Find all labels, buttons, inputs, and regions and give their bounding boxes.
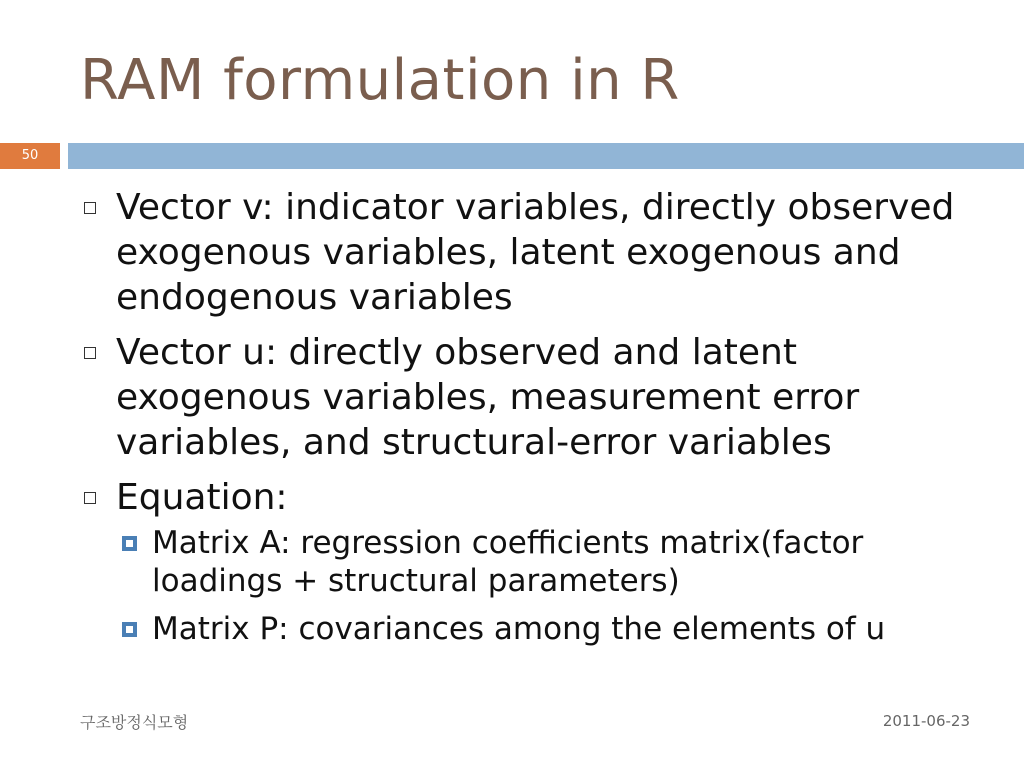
sub-bullet-text: Matrix P: covariances among the elements of u — [152, 611, 886, 647]
footer-date: 2011-06-23 — [882, 712, 970, 730]
sub-bullet-text: Matrix A: regression coefficients matrix(factor loadings + structural parameters) — [152, 525, 864, 599]
slide-title: RAM formulation in R — [80, 48, 680, 113]
bullet-text: Vector v: indicator variables, directly observed exogenous variables, latent exogenous and endogenous variables — [116, 187, 955, 318]
hollow-square-icon — [84, 347, 96, 359]
bullet-item — [80, 330, 1000, 465]
sub-bullet-item — [80, 524, 1000, 600]
header-bar — [0, 143, 1024, 169]
filled-square-icon — [122, 622, 137, 637]
accent-bar — [68, 143, 1024, 169]
hollow-square-icon — [84, 492, 96, 504]
bullet-item — [80, 475, 1000, 520]
filled-square-icon — [122, 536, 137, 551]
slide-number: 50 — [0, 143, 60, 169]
bullet-item — [80, 185, 1000, 320]
bullet-text: Equation: — [116, 477, 288, 518]
sub-bullet-item — [80, 610, 1000, 648]
slide-content — [80, 185, 1000, 658]
hollow-square-icon — [84, 202, 96, 214]
bullet-text: Vector u: directly observed and latent exogenous variables, measurement error variables, and structural-error variables — [116, 332, 860, 463]
footer-title: 구조방정식모형 — [80, 713, 189, 732]
